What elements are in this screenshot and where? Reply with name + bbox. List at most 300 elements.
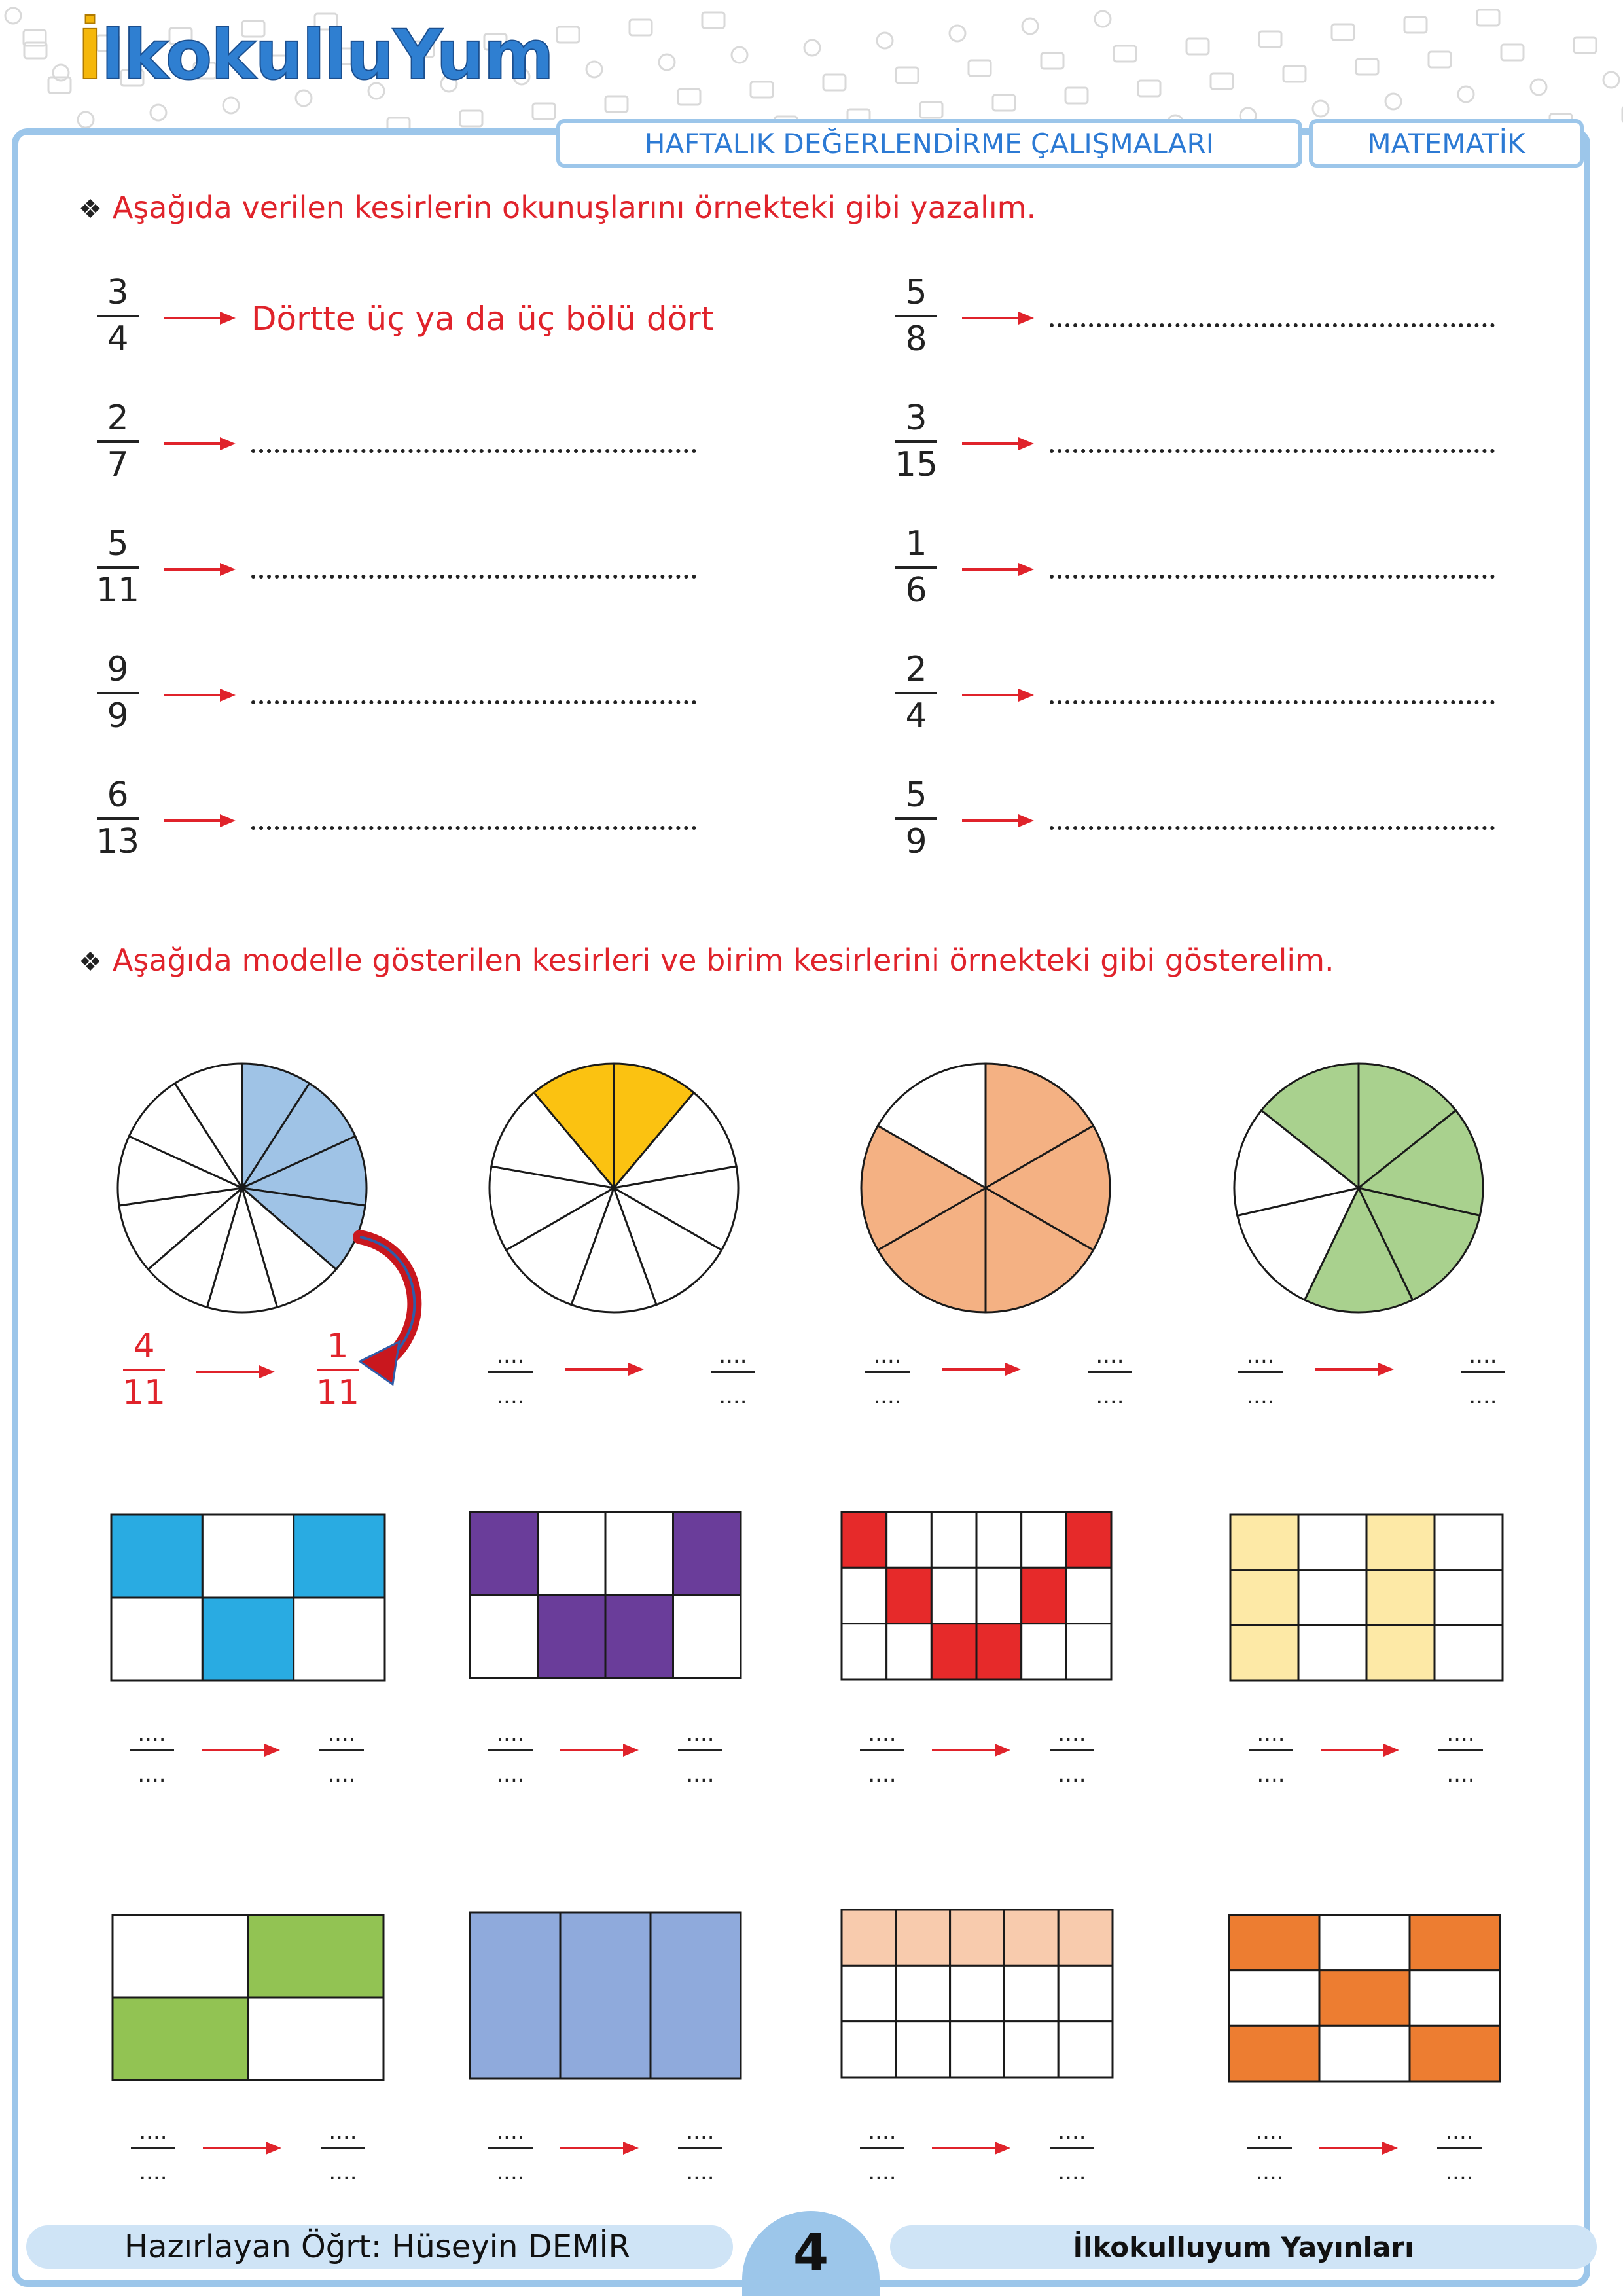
grid-2-fraction-blank[interactable] — [484, 1723, 537, 1785]
grid-5-fraction-blank[interactable] — [127, 2121, 179, 2183]
blank-numerator[interactable]: .... — [1246, 1342, 1275, 1369]
right-arrow-icon — [1321, 1744, 1399, 1757]
fraction-bar — [895, 692, 937, 694]
blank-numerator[interactable]: .... — [686, 2119, 715, 2145]
doodle-shape — [920, 102, 942, 118]
blank-denominator[interactable]: .... — [868, 2159, 897, 2185]
blank-denominator[interactable]: .... — [496, 2159, 525, 2185]
blank-numerator[interactable]: .... — [1446, 1721, 1475, 1747]
fraction-bar — [1050, 1749, 1094, 1751]
blank-denominator[interactable]: .... — [137, 1761, 166, 1787]
fraction-left-5 — [92, 778, 144, 859]
right-arrow-icon — [164, 312, 236, 325]
grid-cell — [248, 1915, 383, 1998]
fraction-right-1 — [890, 275, 942, 357]
grid-cell — [1229, 1971, 1319, 2026]
grid-cell — [842, 1965, 896, 2021]
grid-model-1 — [111, 1515, 385, 1681]
denominator: 8 — [905, 319, 927, 359]
blank-denominator[interactable]: .... — [329, 2159, 357, 2185]
fraction-bar — [1238, 1371, 1283, 1373]
blank-denominator[interactable]: .... — [139, 2159, 168, 2185]
grid-cell — [202, 1598, 293, 1681]
grid-3-fraction-blank[interactable] — [856, 1723, 908, 1785]
blank-denominator[interactable]: .... — [1445, 2159, 1474, 2185]
doodle-shape — [732, 47, 747, 63]
fraction-bar — [860, 1749, 904, 1751]
blank-denominator[interactable]: .... — [1058, 2159, 1086, 2185]
grid-cell — [1366, 1570, 1435, 1626]
grid-cell — [1319, 2026, 1410, 2081]
doodle-shape — [557, 27, 579, 43]
blank-numerator[interactable]: .... — [868, 2119, 897, 2145]
blank-denominator[interactable]: .... — [1096, 1383, 1124, 1409]
doodle-shape — [223, 98, 239, 113]
grid-cell — [1366, 1515, 1435, 1570]
doodle-shape — [151, 105, 166, 120]
grid-cell — [560, 1912, 651, 2079]
doodle-shape — [1531, 79, 1546, 95]
grid-cell — [470, 1512, 538, 1595]
right-arrow-icon — [202, 1744, 280, 1757]
fraction-bar — [321, 2147, 365, 2149]
grid-cell — [1319, 1915, 1410, 1971]
grid-cell — [842, 2022, 896, 2077]
denominator: 11 — [96, 570, 140, 610]
fraction-bar — [131, 2147, 175, 2149]
doodle-shape — [1211, 73, 1233, 89]
denominator: 15 — [894, 444, 938, 484]
blank-numerator[interactable]: .... — [139, 2119, 168, 2145]
denominator: 6 — [905, 570, 927, 610]
doodle-shape — [950, 26, 965, 41]
pie-model-2 — [486, 1060, 742, 1316]
blank-numerator[interactable]: .... — [1096, 1342, 1124, 1369]
grid-3-unit-blank[interactable] — [1046, 1723, 1098, 1785]
grid-cell — [1004, 1910, 1058, 1965]
grid-cell — [976, 1624, 1022, 1679]
grid-cell — [248, 1998, 383, 2080]
grid-1-fraction-blank[interactable] — [126, 1723, 178, 1785]
grid-cell — [1066, 1624, 1111, 1679]
grid-cell — [1004, 1965, 1058, 2021]
grid-cell — [1298, 1625, 1366, 1681]
numerator: 9 — [107, 650, 129, 689]
grid-model-5 — [113, 1915, 383, 2080]
right-arrow-icon — [203, 2142, 281, 2155]
right-arrow-icon — [164, 563, 236, 576]
numerator: 3 — [107, 273, 129, 312]
denominator: 11 — [315, 1372, 360, 1412]
grid-cell — [1298, 1515, 1366, 1570]
grid-cell — [1229, 1915, 1319, 1971]
grid-cell — [896, 2022, 950, 2077]
grid-cell — [651, 1912, 741, 2079]
doodle-shape — [1332, 24, 1354, 40]
answer-line[interactable] — [1050, 449, 1495, 453]
doodle-shape — [993, 95, 1015, 111]
grid-cell — [538, 1512, 606, 1595]
grid-8-fraction-blank[interactable] — [1243, 2121, 1296, 2183]
fraction-bar — [895, 566, 937, 569]
grid-cell — [1066, 1512, 1111, 1568]
fraction-bar — [895, 440, 937, 443]
diamond-bullet-icon: ❖ — [79, 194, 102, 224]
fraction-left-4 — [92, 652, 144, 734]
grid-cell — [113, 1915, 248, 1998]
doodle-shape — [1138, 81, 1160, 96]
fraction-bar — [488, 1749, 533, 1751]
doodle-shape — [1313, 101, 1329, 117]
grid-model-8 — [1229, 1915, 1500, 2081]
grid-cell — [1230, 1625, 1298, 1681]
blank-denominator[interactable]: .... — [1469, 1383, 1497, 1409]
answer-line[interactable] — [251, 700, 696, 704]
blank-denominator[interactable]: .... — [327, 1761, 356, 1787]
fraction-bar — [1247, 2147, 1292, 2149]
example-fraction — [118, 1329, 170, 1410]
grid-cell — [605, 1512, 673, 1595]
pie-2-fraction-blank[interactable] — [484, 1344, 537, 1407]
denominator: 4 — [107, 319, 129, 359]
right-arrow-icon — [932, 1744, 1010, 1757]
grid-cell — [111, 1598, 202, 1681]
fraction-bar — [895, 817, 937, 820]
grid-cell — [294, 1515, 385, 1598]
doodle-shape — [1095, 11, 1111, 27]
grid-cell — [842, 1512, 887, 1568]
pie-model-3 — [857, 1060, 1114, 1316]
doodle-shape — [804, 40, 820, 56]
blank-denominator[interactable]: .... — [686, 2159, 715, 2185]
grid-cell — [1229, 2026, 1319, 2081]
fraction-bar — [488, 2147, 533, 2149]
pie-model-4 — [1230, 1060, 1487, 1316]
answer-line[interactable] — [1050, 575, 1495, 579]
grid-cell — [950, 1910, 1005, 1965]
grid-cell — [1058, 2022, 1113, 2077]
denominator: 13 — [96, 821, 140, 861]
doodle-shape — [533, 103, 555, 119]
fraction-bar — [860, 2147, 904, 2149]
doodle-shape — [702, 12, 724, 28]
author-pill: Hazırlayan Öğrt: Hüseyin DEMİR — [26, 2225, 733, 2269]
doodle-shape — [751, 82, 773, 98]
fraction-bar — [711, 1371, 755, 1373]
grid-cell — [1366, 1625, 1435, 1681]
numerator: 2 — [107, 399, 129, 438]
fraction-bar — [123, 1369, 165, 1371]
blank-numerator[interactable]: .... — [1469, 1342, 1497, 1369]
blank-denominator[interactable]: .... — [1058, 1761, 1086, 1787]
numerator: 1 — [327, 1327, 349, 1366]
pie-4-unit-blank[interactable] — [1457, 1344, 1509, 1407]
grid-cell — [931, 1624, 976, 1679]
numerator: 4 — [133, 1327, 155, 1366]
grid-7-unit-blank[interactable] — [1046, 2121, 1098, 2183]
grid-cell — [113, 1998, 248, 2080]
doodle-shape — [1477, 10, 1499, 26]
publisher-pill: İlkokulluyum Yayınları — [890, 2225, 1597, 2269]
subject-label: MATEMATİK — [1309, 119, 1584, 168]
grid-6-unit-blank[interactable] — [674, 2121, 726, 2183]
doodle-shape — [1356, 59, 1378, 75]
grid-7-fraction-blank[interactable] — [856, 2121, 908, 2183]
answer-line[interactable] — [251, 826, 696, 830]
fraction-bar — [97, 440, 139, 443]
doodle-shape — [823, 75, 846, 90]
grid-cell — [950, 1965, 1005, 2021]
blank-denominator[interactable]: .... — [1255, 2159, 1284, 2185]
diamond-bullet-icon: ❖ — [79, 947, 102, 977]
blank-numerator[interactable]: .... — [496, 1721, 525, 1747]
fraction-bar — [865, 1371, 910, 1373]
grid-cell — [1022, 1568, 1067, 1623]
grid-4-unit-blank[interactable] — [1435, 1723, 1487, 1785]
right-arrow-icon — [1315, 1363, 1394, 1376]
fraction-right-5 — [890, 778, 942, 859]
fraction-bar — [97, 817, 139, 820]
blank-denominator[interactable]: .... — [686, 1761, 715, 1787]
denominator: 11 — [122, 1372, 166, 1412]
blank-denominator[interactable]: .... — [719, 1383, 747, 1409]
right-arrow-icon — [1319, 2142, 1398, 2155]
grid-cell — [842, 1568, 887, 1623]
denominator: 9 — [905, 821, 927, 861]
right-arrow-icon — [560, 2142, 639, 2155]
fraction-bar — [1461, 1371, 1505, 1373]
blank-numerator[interactable]: .... — [329, 2119, 357, 2145]
answer-line[interactable] — [1050, 826, 1495, 830]
fraction-right-3 — [890, 526, 942, 608]
instruction-2: ❖ Aşağıda modelle gösterilen kesirleri ve birim kesirlerini örnekteki gibi gösterelim. — [79, 942, 1334, 978]
blank-numerator[interactable]: .... — [1058, 2119, 1086, 2145]
grid-cell — [673, 1595, 741, 1678]
grid-cell — [1410, 2026, 1500, 2081]
right-arrow-icon — [962, 563, 1034, 576]
numerator: 3 — [905, 399, 927, 438]
grid-cell — [1058, 1965, 1113, 2021]
grid-cell — [1298, 1570, 1366, 1626]
blank-denominator[interactable]: .... — [873, 1383, 902, 1409]
right-arrow-icon — [164, 437, 236, 450]
grid-cell — [896, 1965, 950, 2021]
grid-cell — [1004, 2022, 1058, 2077]
pie-4-fraction-blank[interactable] — [1234, 1344, 1287, 1407]
doodle-shape — [1404, 17, 1427, 33]
worksheet-title: HAFTALIK DEĞERLENDİRME ÇALIŞMALARI — [556, 119, 1302, 168]
doodle-shape — [1065, 88, 1088, 103]
doodle-shape — [877, 33, 893, 48]
grid-cell — [842, 1910, 896, 1965]
blank-denominator[interactable]: .... — [1257, 1761, 1285, 1787]
grid-model-3 — [842, 1512, 1111, 1679]
pie-3-fraction-blank[interactable] — [861, 1344, 914, 1407]
blank-denominator[interactable]: .... — [1246, 1383, 1275, 1409]
grid-cell — [896, 1910, 950, 1965]
blank-numerator[interactable]: .... — [496, 1342, 525, 1369]
doodle-shape — [1022, 18, 1038, 34]
grid-cell — [931, 1568, 976, 1623]
grid-cell — [538, 1595, 606, 1678]
blank-denominator[interactable]: .... — [496, 1383, 525, 1409]
pie-3-unit-blank[interactable] — [1084, 1344, 1136, 1407]
doodle-shape — [1041, 53, 1063, 69]
fraction-bar — [1249, 1749, 1293, 1751]
grid-cell — [950, 2022, 1005, 2077]
grid-5-unit-blank[interactable] — [317, 2121, 369, 2183]
doodle-shape — [1385, 94, 1401, 109]
grid-cell — [470, 1595, 538, 1678]
doodle-shape — [1283, 66, 1306, 82]
fraction-bar — [317, 1369, 359, 1371]
doodle-shape — [1186, 39, 1209, 54]
grid-cell — [976, 1568, 1022, 1623]
grid-cell — [202, 1515, 293, 1598]
doodle-shape — [659, 54, 675, 70]
grid-cell — [1022, 1512, 1067, 1568]
example-answer: Dörtte üç ya da üç bölü dört — [251, 300, 714, 338]
blank-numerator[interactable]: .... — [327, 1721, 356, 1747]
doodle-shape — [1429, 52, 1451, 67]
pie-model-1 — [114, 1060, 370, 1316]
grid-cell — [931, 1512, 976, 1568]
answer-line[interactable] — [1050, 323, 1495, 327]
grid-cell — [1066, 1568, 1111, 1623]
grid-cell — [1435, 1625, 1503, 1681]
doodle-shape — [969, 60, 991, 76]
right-arrow-icon — [560, 1744, 639, 1757]
numerator: 5 — [905, 776, 927, 815]
grid-cell — [1319, 1971, 1410, 2026]
blank-numerator[interactable]: .... — [1257, 1721, 1285, 1747]
doodle-shape — [1259, 31, 1281, 47]
grid-4-fraction-blank[interactable] — [1245, 1723, 1297, 1785]
fraction-right-4 — [890, 652, 942, 734]
grid-cell — [1230, 1515, 1298, 1570]
grid-model-6 — [470, 1912, 741, 2079]
grid-6-fraction-blank[interactable] — [484, 2121, 537, 2183]
fraction-bar — [319, 1749, 364, 1751]
grid-cell — [1435, 1515, 1503, 1570]
blank-denominator[interactable]: .... — [1446, 1761, 1475, 1787]
doodle-shape — [630, 20, 652, 35]
right-arrow-icon — [932, 2142, 1010, 2155]
doodle-shape — [586, 62, 602, 77]
blank-numerator[interactable]: .... — [686, 1721, 715, 1747]
grid-2-unit-blank[interactable] — [674, 1723, 726, 1785]
grid-cell — [294, 1598, 385, 1681]
fraction-left-3 — [92, 526, 144, 608]
fraction-bar — [1088, 1371, 1132, 1373]
right-arrow-icon — [962, 689, 1034, 702]
doodle-shape — [1458, 86, 1474, 102]
answer-line[interactable] — [251, 449, 696, 453]
answer-line[interactable] — [251, 575, 696, 579]
doodle-shape — [5, 8, 21, 24]
answer-line[interactable] — [1050, 700, 1495, 704]
blank-numerator[interactable]: .... — [1255, 2119, 1284, 2145]
numerator: 1 — [905, 524, 927, 564]
grid-cell — [470, 1912, 560, 2079]
right-arrow-icon — [196, 1365, 275, 1378]
grid-cell — [673, 1512, 741, 1595]
grid-model-4 — [1230, 1515, 1503, 1681]
blank-numerator[interactable]: .... — [137, 1721, 166, 1747]
fraction-left-2 — [92, 401, 144, 482]
denominator: 4 — [905, 696, 927, 736]
fraction-bar — [1050, 2147, 1094, 2149]
grid-cell — [976, 1512, 1022, 1568]
blank-numerator[interactable]: .... — [496, 2119, 525, 2145]
grid-cell — [887, 1568, 932, 1623]
doodle-shape — [460, 111, 482, 126]
blank-denominator[interactable]: .... — [496, 1761, 525, 1787]
fraction-bar — [678, 2147, 722, 2149]
denominator: 9 — [107, 696, 129, 736]
brand-logo: İlkokulluYum — [77, 15, 553, 95]
fraction-bar — [678, 1749, 722, 1751]
blank-numerator[interactable]: .... — [873, 1342, 902, 1369]
doodle-shape — [678, 89, 700, 105]
blank-denominator[interactable]: .... — [868, 1761, 897, 1787]
right-arrow-icon — [942, 1363, 1021, 1376]
doodle-shape — [605, 96, 628, 112]
doodle-shape — [896, 67, 918, 83]
fraction-bar — [97, 692, 139, 694]
denominator: 7 — [107, 444, 129, 484]
doodle-shape — [1603, 72, 1619, 88]
fraction-bar — [895, 315, 937, 317]
grid-1-unit-blank[interactable] — [315, 1723, 368, 1785]
numerator: 5 — [107, 524, 129, 564]
pie-2-unit-blank[interactable] — [707, 1344, 759, 1407]
right-arrow-icon — [962, 437, 1034, 450]
right-arrow-icon — [962, 312, 1034, 325]
doodle-shape — [78, 112, 94, 128]
right-arrow-icon — [164, 689, 236, 702]
page-number: 4 — [742, 2211, 880, 2296]
instruction-1: ❖ Aşağıda verilen kesirlerin okunuşlarını örnekteki gibi yazalım. — [79, 190, 1037, 225]
grid-cell — [111, 1515, 202, 1598]
right-arrow-icon — [962, 814, 1034, 827]
doodle-shape — [1574, 37, 1596, 53]
grid-model-7 — [842, 1910, 1113, 2077]
fraction-bar — [130, 1749, 174, 1751]
grid-8-unit-blank[interactable] — [1433, 2121, 1486, 2183]
numerator: 2 — [905, 650, 927, 689]
blank-numerator[interactable]: .... — [719, 1342, 747, 1369]
blank-numerator[interactable]: .... — [1445, 2119, 1474, 2145]
numerator: 6 — [107, 776, 129, 815]
grid-model-2 — [470, 1512, 741, 1678]
grid-cell — [605, 1595, 673, 1678]
doodle-shape — [1501, 45, 1524, 60]
grid-cell — [1230, 1570, 1298, 1626]
grid-cell — [842, 1624, 887, 1679]
right-arrow-icon — [164, 814, 236, 827]
fraction-right-2 — [890, 401, 942, 482]
grid-cell — [1435, 1570, 1503, 1626]
grid-cell — [1058, 1910, 1113, 1965]
fraction-bar — [488, 1371, 533, 1373]
fraction-left-1 — [92, 275, 144, 357]
fraction-bar — [97, 315, 139, 317]
fraction-bar — [97, 566, 139, 569]
grid-cell — [1022, 1624, 1067, 1679]
blank-numerator[interactable]: .... — [868, 1721, 897, 1747]
blank-numerator[interactable]: .... — [1058, 1721, 1086, 1747]
